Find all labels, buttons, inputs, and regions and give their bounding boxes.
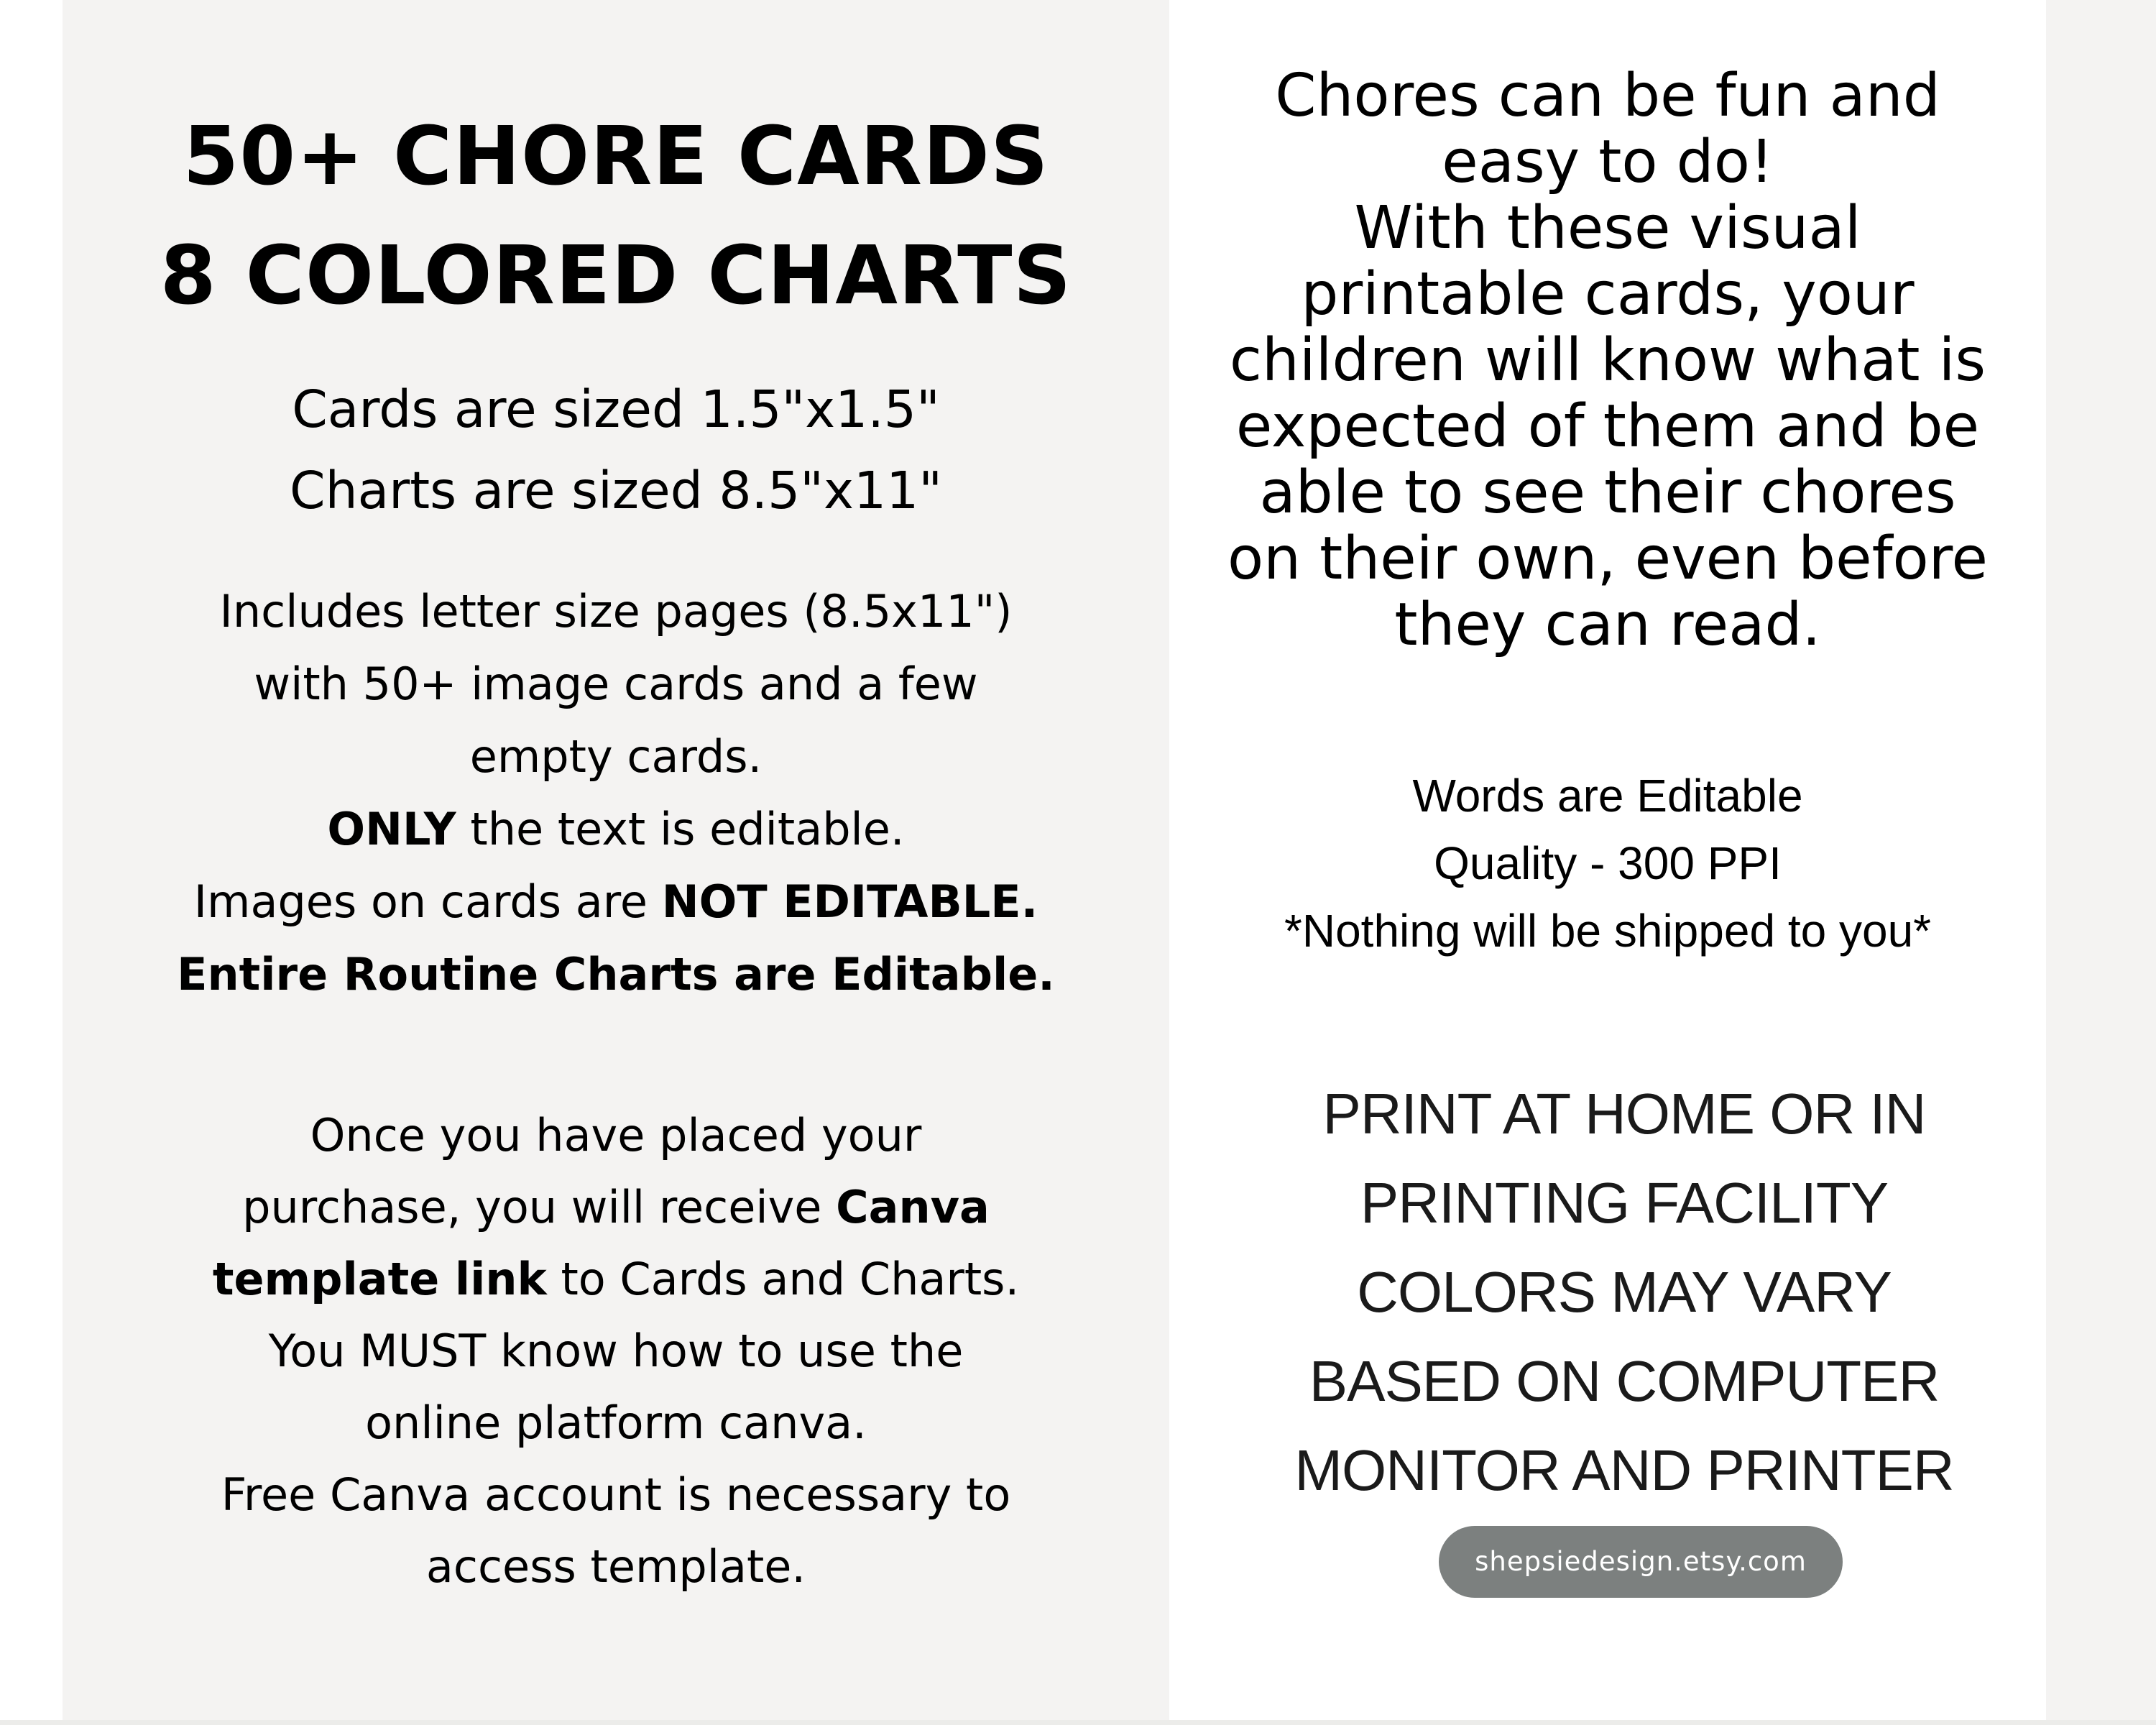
intro-line: easy to do! — [1442, 128, 1774, 196]
only-rest-text: the text is editable. — [456, 803, 905, 855]
notice-line: PRINTING FACILITY — [1360, 1171, 1889, 1235]
purchase-line-3 — [63, 1243, 1169, 1315]
title-line-chore-cards: 50+ CHORE CARDS — [183, 110, 1049, 203]
size-info — [63, 369, 1169, 531]
shop-link-badge: shepsiedesign.etsy.com — [1439, 1526, 1843, 1598]
purchase-instructions — [63, 1100, 1169, 1603]
purchase-line-4: You MUST know how to use the — [268, 1325, 964, 1377]
main-title — [63, 97, 1169, 336]
intro-line: children will know what is — [1229, 326, 1986, 395]
not-editable-emphasis: NOT EDITABLE. — [661, 875, 1038, 928]
includes-line-2: with 50+ image cards and a few — [254, 658, 978, 710]
intro-paragraph — [1169, 63, 2046, 658]
routine-line — [63, 938, 1169, 1011]
notice-line: COLORS MAY VARY — [1357, 1260, 1892, 1324]
title-line-colored-charts: 8 COLORED CHARTS — [160, 229, 1072, 323]
shipping-notice-text: *Nothing will be shipped to you* — [1284, 905, 1932, 957]
only-emphasis: ONLY — [327, 803, 456, 855]
purchase-line-2-text: purchase, you will receive — [242, 1181, 837, 1233]
purchase-line-5: online platform canva. — [365, 1397, 867, 1449]
includes-line-3: empty cards. — [469, 730, 763, 783]
cards-size-text: Cards are sized 1.5"x1.5" — [292, 380, 940, 439]
intro-line: they can read. — [1394, 591, 1821, 659]
template-link-emphasis: template link — [212, 1253, 547, 1305]
product-specs — [1169, 762, 2046, 965]
print-notice — [1222, 1070, 2027, 1515]
intro-line: With these visual — [1354, 194, 1861, 262]
intro-line: on their own, even before — [1227, 525, 1989, 593]
purchase-line-6: Free Canva account is necessary to — [221, 1468, 1011, 1521]
intro-line: printable cards, your — [1301, 260, 1915, 328]
purchase-line-2 — [63, 1172, 1169, 1243]
quality-text: Quality - 300 PPI — [1434, 837, 1782, 889]
intro-line: able to see their chores — [1259, 459, 1956, 527]
images-line — [63, 865, 1169, 938]
purchase-line-1: Once you have placed your — [310, 1109, 922, 1162]
notice-line: PRINT AT HOME OR IN — [1322, 1082, 1926, 1146]
charts-size-text: Charts are sized 8.5"x11" — [290, 461, 942, 520]
intro-line: Chores can be fun and — [1275, 62, 1940, 130]
includes-line-1: Includes letter size pages (8.5x11") — [219, 585, 1013, 638]
intro-line: expected of them and be — [1235, 392, 1980, 461]
notice-line: BASED ON COMPUTER — [1309, 1349, 1940, 1413]
purchase-line-7: access template. — [425, 1540, 806, 1593]
right-margin-background — [2046, 0, 2156, 1720]
words-editable-text: Words are Editable — [1412, 770, 1803, 822]
editable-text-line — [63, 793, 1169, 865]
images-text: Images on cards are — [193, 875, 662, 928]
includes-description — [63, 575, 1169, 1011]
routine-charts-emphasis: Entire Routine Charts are Editable. — [177, 948, 1055, 1000]
bottom-strip — [0, 1720, 2156, 1725]
notice-line: MONITOR AND PRINTER — [1294, 1438, 1954, 1502]
purchase-line-3-text: to Cards and Charts. — [546, 1253, 1020, 1305]
canva-emphasis: Canva — [836, 1181, 990, 1233]
